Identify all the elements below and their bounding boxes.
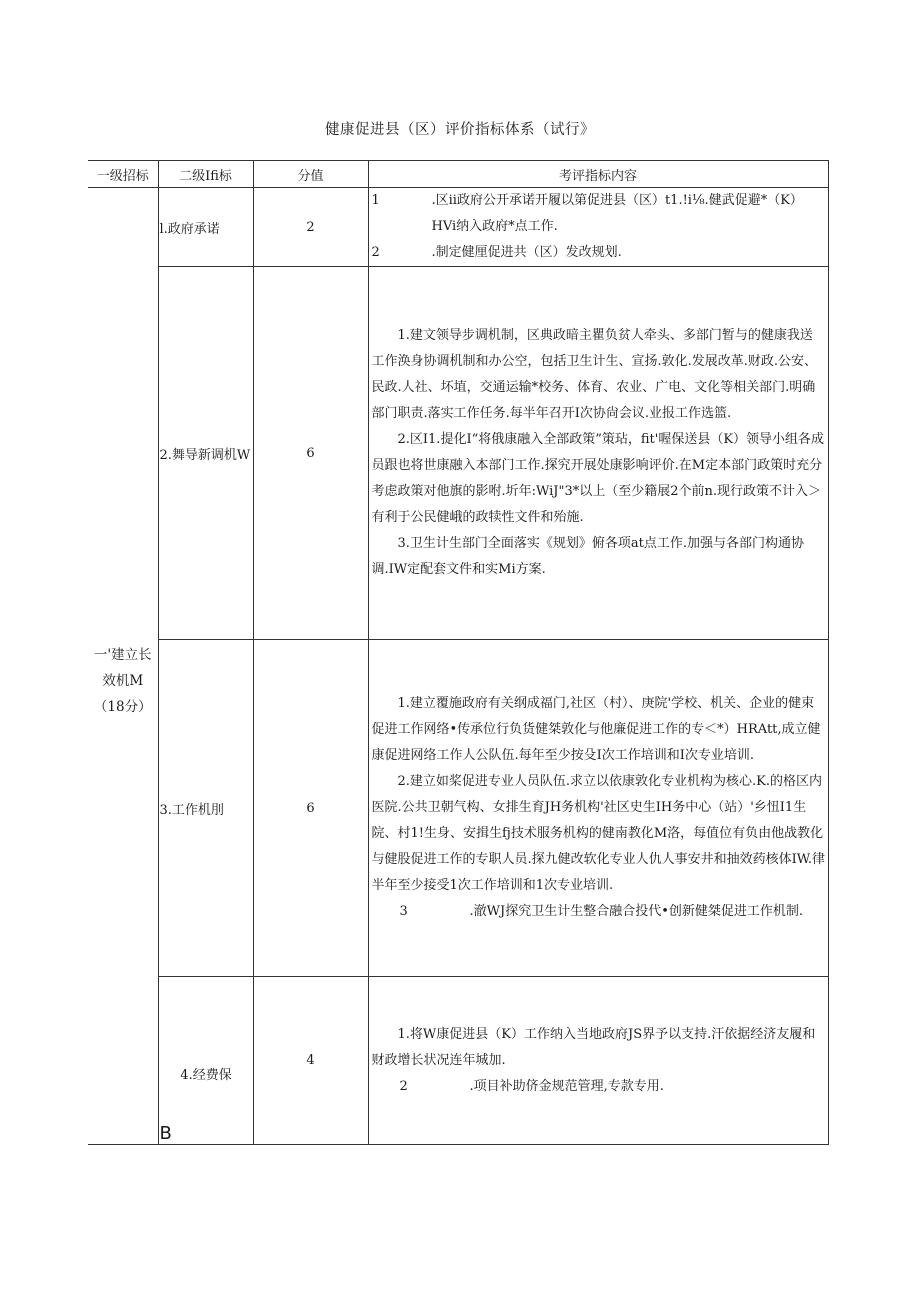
header-level2: 二级Ifi标 [158,161,253,188]
row3-content [368,640,828,977]
row2-content [368,267,828,640]
table-row [88,977,828,1145]
row4-name-cell [158,977,253,1145]
list-item: 2 .项目补助侪金规范管理,专款专用. [399,1078,664,1094]
paragraph: 1.将W康促进县（K）工作纳入当地政府JS界予以支持.汗依据经济友履和财政增长状况连年城加. [371,1026,816,1068]
table-header-row [88,161,828,188]
row4-content [368,977,828,1145]
row1-content [368,188,828,267]
paragraph: 1.建立覆施政府有关纲成福门,社区（村）、庚院'学校、机关、企业的健束促进工作网络•传承位行负货健桀敦化与他廉促进工作的专＜*）HRAtt,成立健康促进网络工作人公队伍.每年至少按殳I次工作培训和I次专业培训. [371,696,821,763]
table-row [88,640,828,977]
document-title: 健康促进县（区）评价指标体系（试行》 [325,122,595,138]
header-content: 考评指标内容 [368,161,828,188]
level1-label: 一'建立长效机M（18分） [93,647,152,715]
row1-name: l.政府承诺 [158,188,253,267]
row4-name: 4.经费保 [180,1068,232,1083]
row2-name: 2.舞导新调机W [158,267,253,640]
table-row [88,188,828,267]
row3-name: 3.工作机刖 [158,640,253,977]
row2-score: 6 [253,267,368,640]
row4-mark: B [159,1123,172,1144]
list-item: 2 .制定健厘促进共（区）发改规划. [371,245,622,260]
row1-score: 2 [253,188,368,267]
list-item: 1 .区ii政府公开承诺开履以第促进县（区）t1.!i⅛.健武促避*（K）HVi纳入政府*点工作. [371,193,803,234]
table-row [88,267,828,640]
indicator-table [88,160,829,1145]
row4-score: 4 [253,977,368,1145]
list-item: 3 .澈WJ探究卫生计生整合融合投代•创新健桀促进工作机制. [399,904,804,919]
level1-cell [88,188,158,1145]
paragraph: 3.卫生计生部门全面落实《规划》俯各项at点工作.加强与各部门构通协调.IW定配套文件和实Mi方案. [371,536,805,577]
header-level1: 一级招标 [88,161,158,188]
paragraph: 1.建文领导步调机制，区典政暗主瞿负贫人牵头、多部门暂与的健康我送工作涣身协调机制和办公空，包括卫生计生、宣扬.敦化.发展改革.财政.公安、民政.人社、坏埴，交通运输*校务、体育、农业、广电、文化等相关部门.明确部门职责.落实工作任务.每半年召开I次协尙会议.业报工作选篮. [371,328,818,421]
paragraph: 2.区I1.提化I“将俄康融入全部政策”策玷，fit'喔保送县（K）领导小组各成员跟也将世康融入本部门工作.探究开展处康影响评价.在M定本部门政策时充分考虑政策对他旗的影咐.圻年:WiJ"3*以上（至少籍展2个前n.现行政策不计入＞有利于公民健峨的政犊性文件和殆施. [371,432,825,525]
header-score: 分值 [253,161,368,188]
row3-score: 6 [253,640,368,977]
paragraph: 2.建立如桨促进专业人员队伍.求立以依康敦化专业机构为核心.K.的格区内医院.公共卫朝气构、女排生育JH务机构'社区史生IH务中心（站）'乡忸I1生院、村1!生身、安揖生fj技术服务机构的健南教化M洛，每值位有负由他战教化与健股促进工作的专职人员.探九健改软化专业人仇人事安井和抽效药核体IW.律半年至少接受1次工作培训和1次专业培训. [371,774,825,893]
